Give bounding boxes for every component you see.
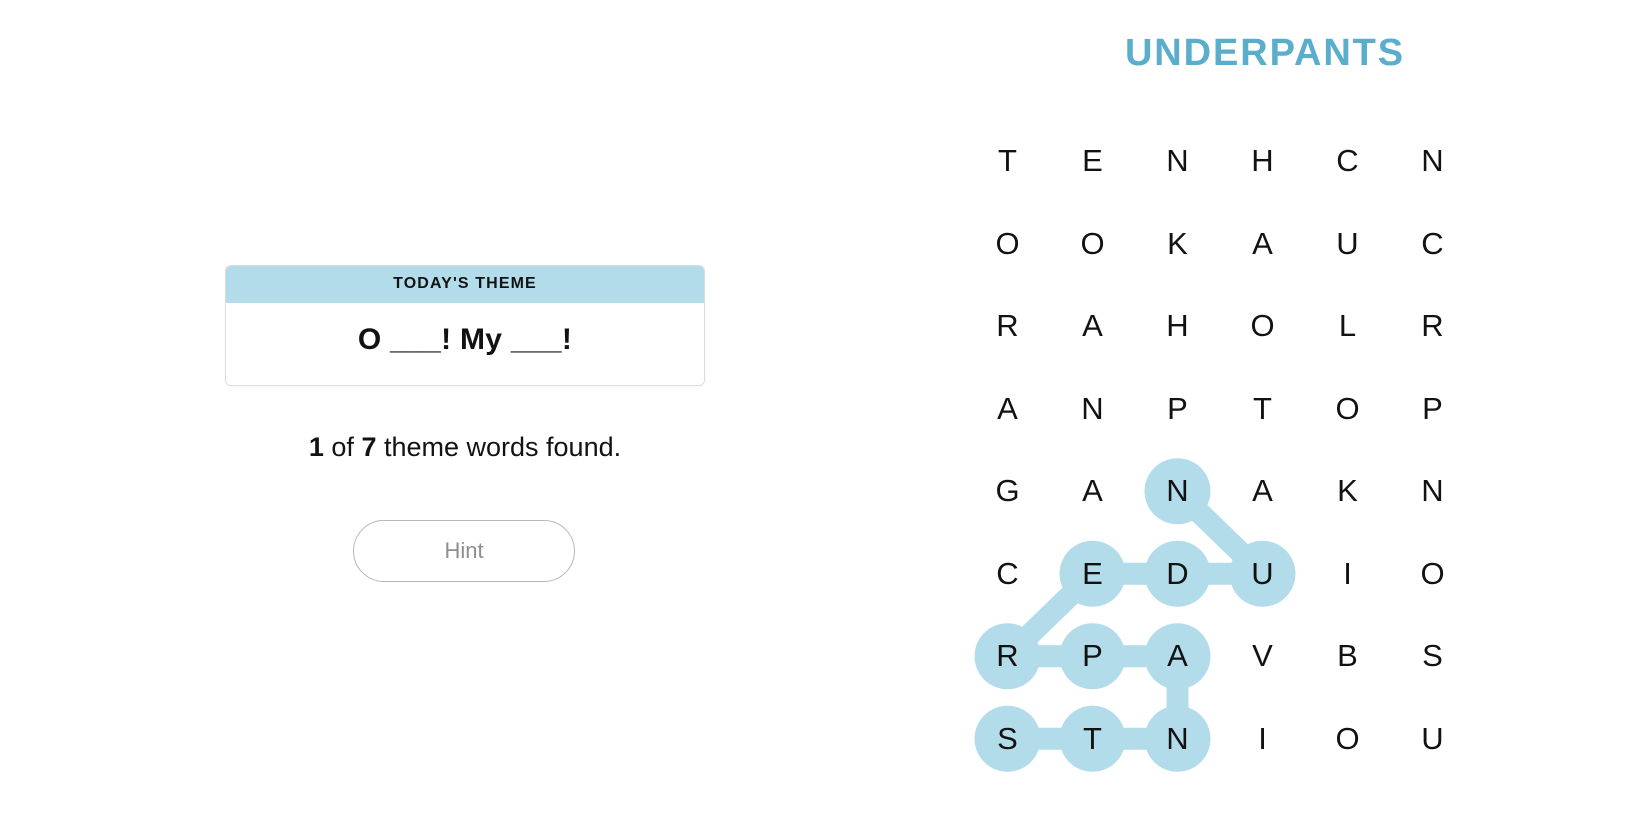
grid-cell[interactable]: A	[1252, 473, 1273, 509]
grid-cell[interactable]: H	[1251, 143, 1274, 179]
letter-cells[interactable]	[965, 120, 1475, 780]
grid-cell[interactable]: P	[1422, 390, 1443, 426]
grid-cell[interactable]: N	[1166, 473, 1189, 509]
grid-cell[interactable]: U	[1421, 720, 1444, 756]
found-suffix-text: theme words found.	[376, 432, 622, 462]
grid-cell[interactable]: K	[1167, 225, 1188, 261]
grid-cell[interactable]: O	[1250, 308, 1275, 344]
grid-cell[interactable]: L	[1338, 308, 1357, 344]
grid-cell[interactable]: S	[1422, 638, 1443, 674]
grid-cell[interactable]: C	[1336, 143, 1359, 179]
grid-cell[interactable]: N	[1421, 143, 1444, 179]
puzzle-panel	[880, 0, 1650, 825]
grid-cell[interactable]: K	[1337, 473, 1358, 509]
grid-cell[interactable]: O	[995, 225, 1020, 261]
grid-cell[interactable]: V	[1252, 638, 1273, 674]
grid-cell[interactable]: C	[996, 555, 1019, 591]
grid-cell[interactable]: E	[1082, 555, 1103, 591]
grid-cell[interactable]: N	[1081, 390, 1104, 426]
grid-cell[interactable]: P	[1167, 390, 1188, 426]
theme-card-header: TODAY'S THEME	[226, 266, 704, 303]
grid-cell[interactable]: O	[1335, 390, 1360, 426]
grid-cell[interactable]: A	[997, 390, 1018, 426]
grid-cell[interactable]: T	[1253, 390, 1272, 426]
grid-cell[interactable]: E	[1082, 143, 1103, 179]
grid-cell[interactable]: O	[1080, 225, 1105, 261]
grid-cell[interactable]: U	[1251, 555, 1274, 591]
grid-cell[interactable]: N	[1421, 473, 1444, 509]
grid-cell[interactable]: R	[996, 638, 1019, 674]
hint-button[interactable]: Hint	[353, 520, 575, 582]
letter-grid[interactable]	[965, 120, 1475, 780]
grid-cell[interactable]: N	[1166, 720, 1189, 756]
grid-cell[interactable]: N	[1166, 143, 1189, 179]
grid-cell[interactable]: C	[1421, 225, 1444, 261]
theme-phrase: O ___! My ___!	[357, 323, 573, 356]
grid-cell[interactable]: I	[1258, 720, 1267, 756]
grid-cell[interactable]: P	[1082, 638, 1103, 674]
grid-cell[interactable]: D	[1166, 555, 1189, 591]
grid-cell[interactable]: R	[996, 308, 1019, 344]
grid-cell[interactable]: A	[1252, 225, 1273, 261]
grid-cell[interactable]: O	[1420, 555, 1445, 591]
grid-cell[interactable]: I	[1343, 555, 1352, 591]
grid-cell[interactable]: B	[1337, 638, 1358, 674]
grid-cell[interactable]: S	[997, 720, 1018, 756]
grid-cell[interactable]: A	[1167, 638, 1188, 674]
grid-cell[interactable]: R	[1421, 308, 1444, 344]
theme-card-body	[226, 303, 704, 385]
puzzle-title: UNDERPANTS	[1124, 32, 1406, 74]
theme-words-found-status	[225, 432, 705, 463]
grid-cell[interactable]: U	[1336, 225, 1359, 261]
total-count: 7	[361, 432, 377, 462]
grid-cell[interactable]: T	[998, 143, 1017, 179]
grid-cell[interactable]: H	[1166, 308, 1189, 344]
grid-cell[interactable]: T	[1083, 720, 1102, 756]
grid-cell[interactable]: A	[1082, 308, 1103, 344]
grid-cell[interactable]: G	[995, 473, 1020, 509]
found-mid-text: of	[323, 432, 362, 462]
found-count: 1	[308, 432, 324, 462]
grid-cell[interactable]: A	[1082, 473, 1103, 509]
grid-cell[interactable]: O	[1335, 720, 1360, 756]
todays-theme-card	[225, 265, 705, 386]
